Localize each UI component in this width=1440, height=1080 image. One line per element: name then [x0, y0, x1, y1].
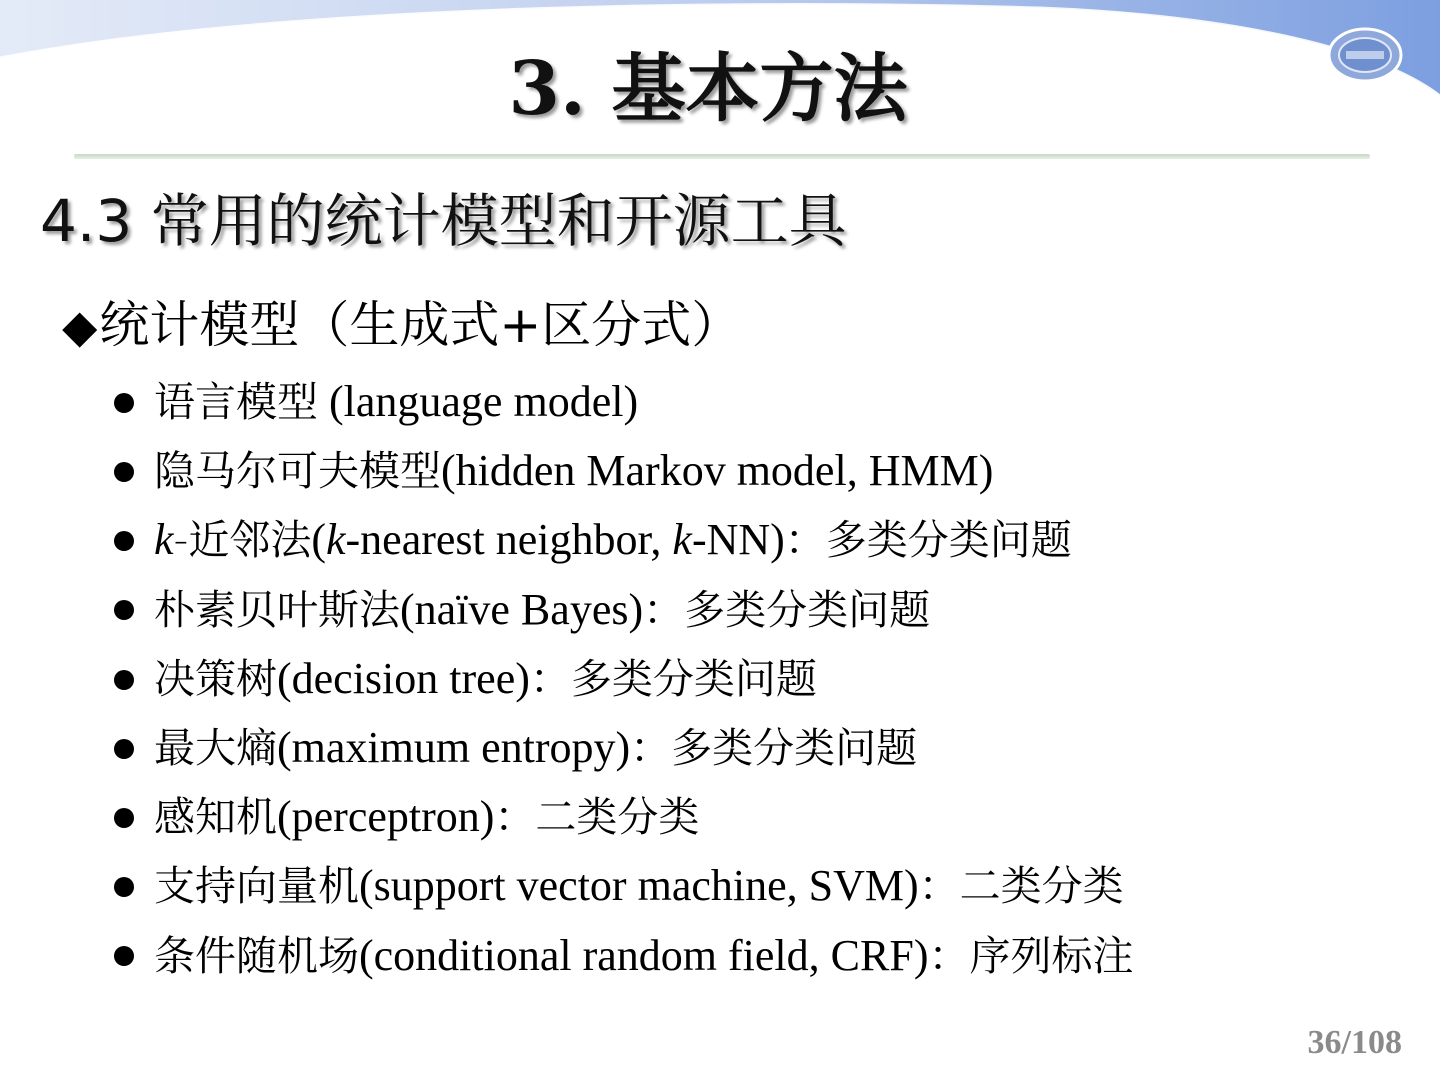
item-cn: -近邻法: [173, 516, 312, 565]
diamond-bullet-icon: ◆: [62, 299, 98, 353]
list-item-naive-bayes: [114, 584, 1133, 653]
item-tail: ：二类分类: [494, 793, 700, 842]
item-tail: ：多类分类问题: [643, 585, 931, 634]
bullet-dot-icon: [114, 739, 134, 759]
item-en: (maximum entropy): [277, 722, 631, 772]
item-cn: 决策树: [154, 654, 277, 703]
bullet-dot-icon: [114, 946, 134, 966]
item-en: (support vector machine, SVM): [359, 861, 919, 911]
item-cn: 朴素贝叶斯法: [154, 585, 400, 634]
bullet-dot-icon: [114, 600, 134, 620]
item-tail: ：序列标注: [928, 931, 1134, 980]
level1-bullet-text: 统计模型（生成式+区分式）: [99, 296, 742, 354]
bullet-dot-icon: [114, 670, 134, 690]
item-en-part: -nearest neighbor,: [345, 515, 673, 565]
item-en: (perceptron): [277, 792, 495, 842]
bullet-dot-icon: [114, 877, 134, 897]
list-item-language-model: [114, 376, 1133, 445]
slide-title: 3. 基本方法: [508, 46, 908, 132]
item-cn: 条件随机场: [154, 931, 359, 980]
item-cn: 感知机: [154, 793, 277, 842]
title-divider: [74, 154, 1370, 159]
list-item-svm: [114, 860, 1133, 929]
list-item-maximum-entropy: [114, 722, 1133, 791]
bullet-dot-icon: [114, 808, 134, 828]
item-en-part: -NN): [691, 515, 785, 565]
item-tail: ：多类分类问题: [630, 723, 918, 772]
list-item-decision-tree: [114, 653, 1133, 722]
model-list: [114, 376, 1133, 999]
item-cn: 隐马尔可夫模型: [154, 447, 441, 496]
item-cn: 语言模型: [154, 378, 318, 426]
item-tail: ：二类分类: [918, 862, 1124, 911]
list-item-hmm: [114, 445, 1133, 514]
list-item-knn: [114, 514, 1133, 583]
item-cn: 最大熵: [154, 723, 277, 772]
item-k-italic: k: [672, 515, 692, 565]
item-k-italic: k: [154, 515, 174, 565]
list-item-perceptron: [114, 791, 1133, 860]
item-en: (decision tree): [277, 653, 530, 703]
section-subtitle: 4.3 常用的统计模型和开源工具: [40, 187, 847, 255]
item-en: (hidden Markov model, HMM): [441, 446, 994, 496]
page-number: 36/108: [1307, 1024, 1402, 1061]
bullet-dot-icon: [114, 462, 134, 482]
item-cn: 支持向量机: [154, 862, 359, 911]
item-en: (language model): [318, 377, 639, 426]
item-tail: ：多类分类问题: [529, 654, 817, 703]
level1-bullet: [62, 296, 742, 354]
item-k-italic: k: [325, 515, 346, 565]
item-en: (conditional random field, CRF): [359, 930, 929, 980]
bullet-dot-icon: [114, 393, 134, 413]
list-item-crf: [114, 930, 1133, 999]
item-tail: ：多类分类问题: [784, 516, 1072, 565]
item-en: (naïve Bayes): [400, 584, 644, 634]
item-en-part: (: [311, 515, 326, 565]
bullet-dot-icon: [114, 531, 134, 551]
